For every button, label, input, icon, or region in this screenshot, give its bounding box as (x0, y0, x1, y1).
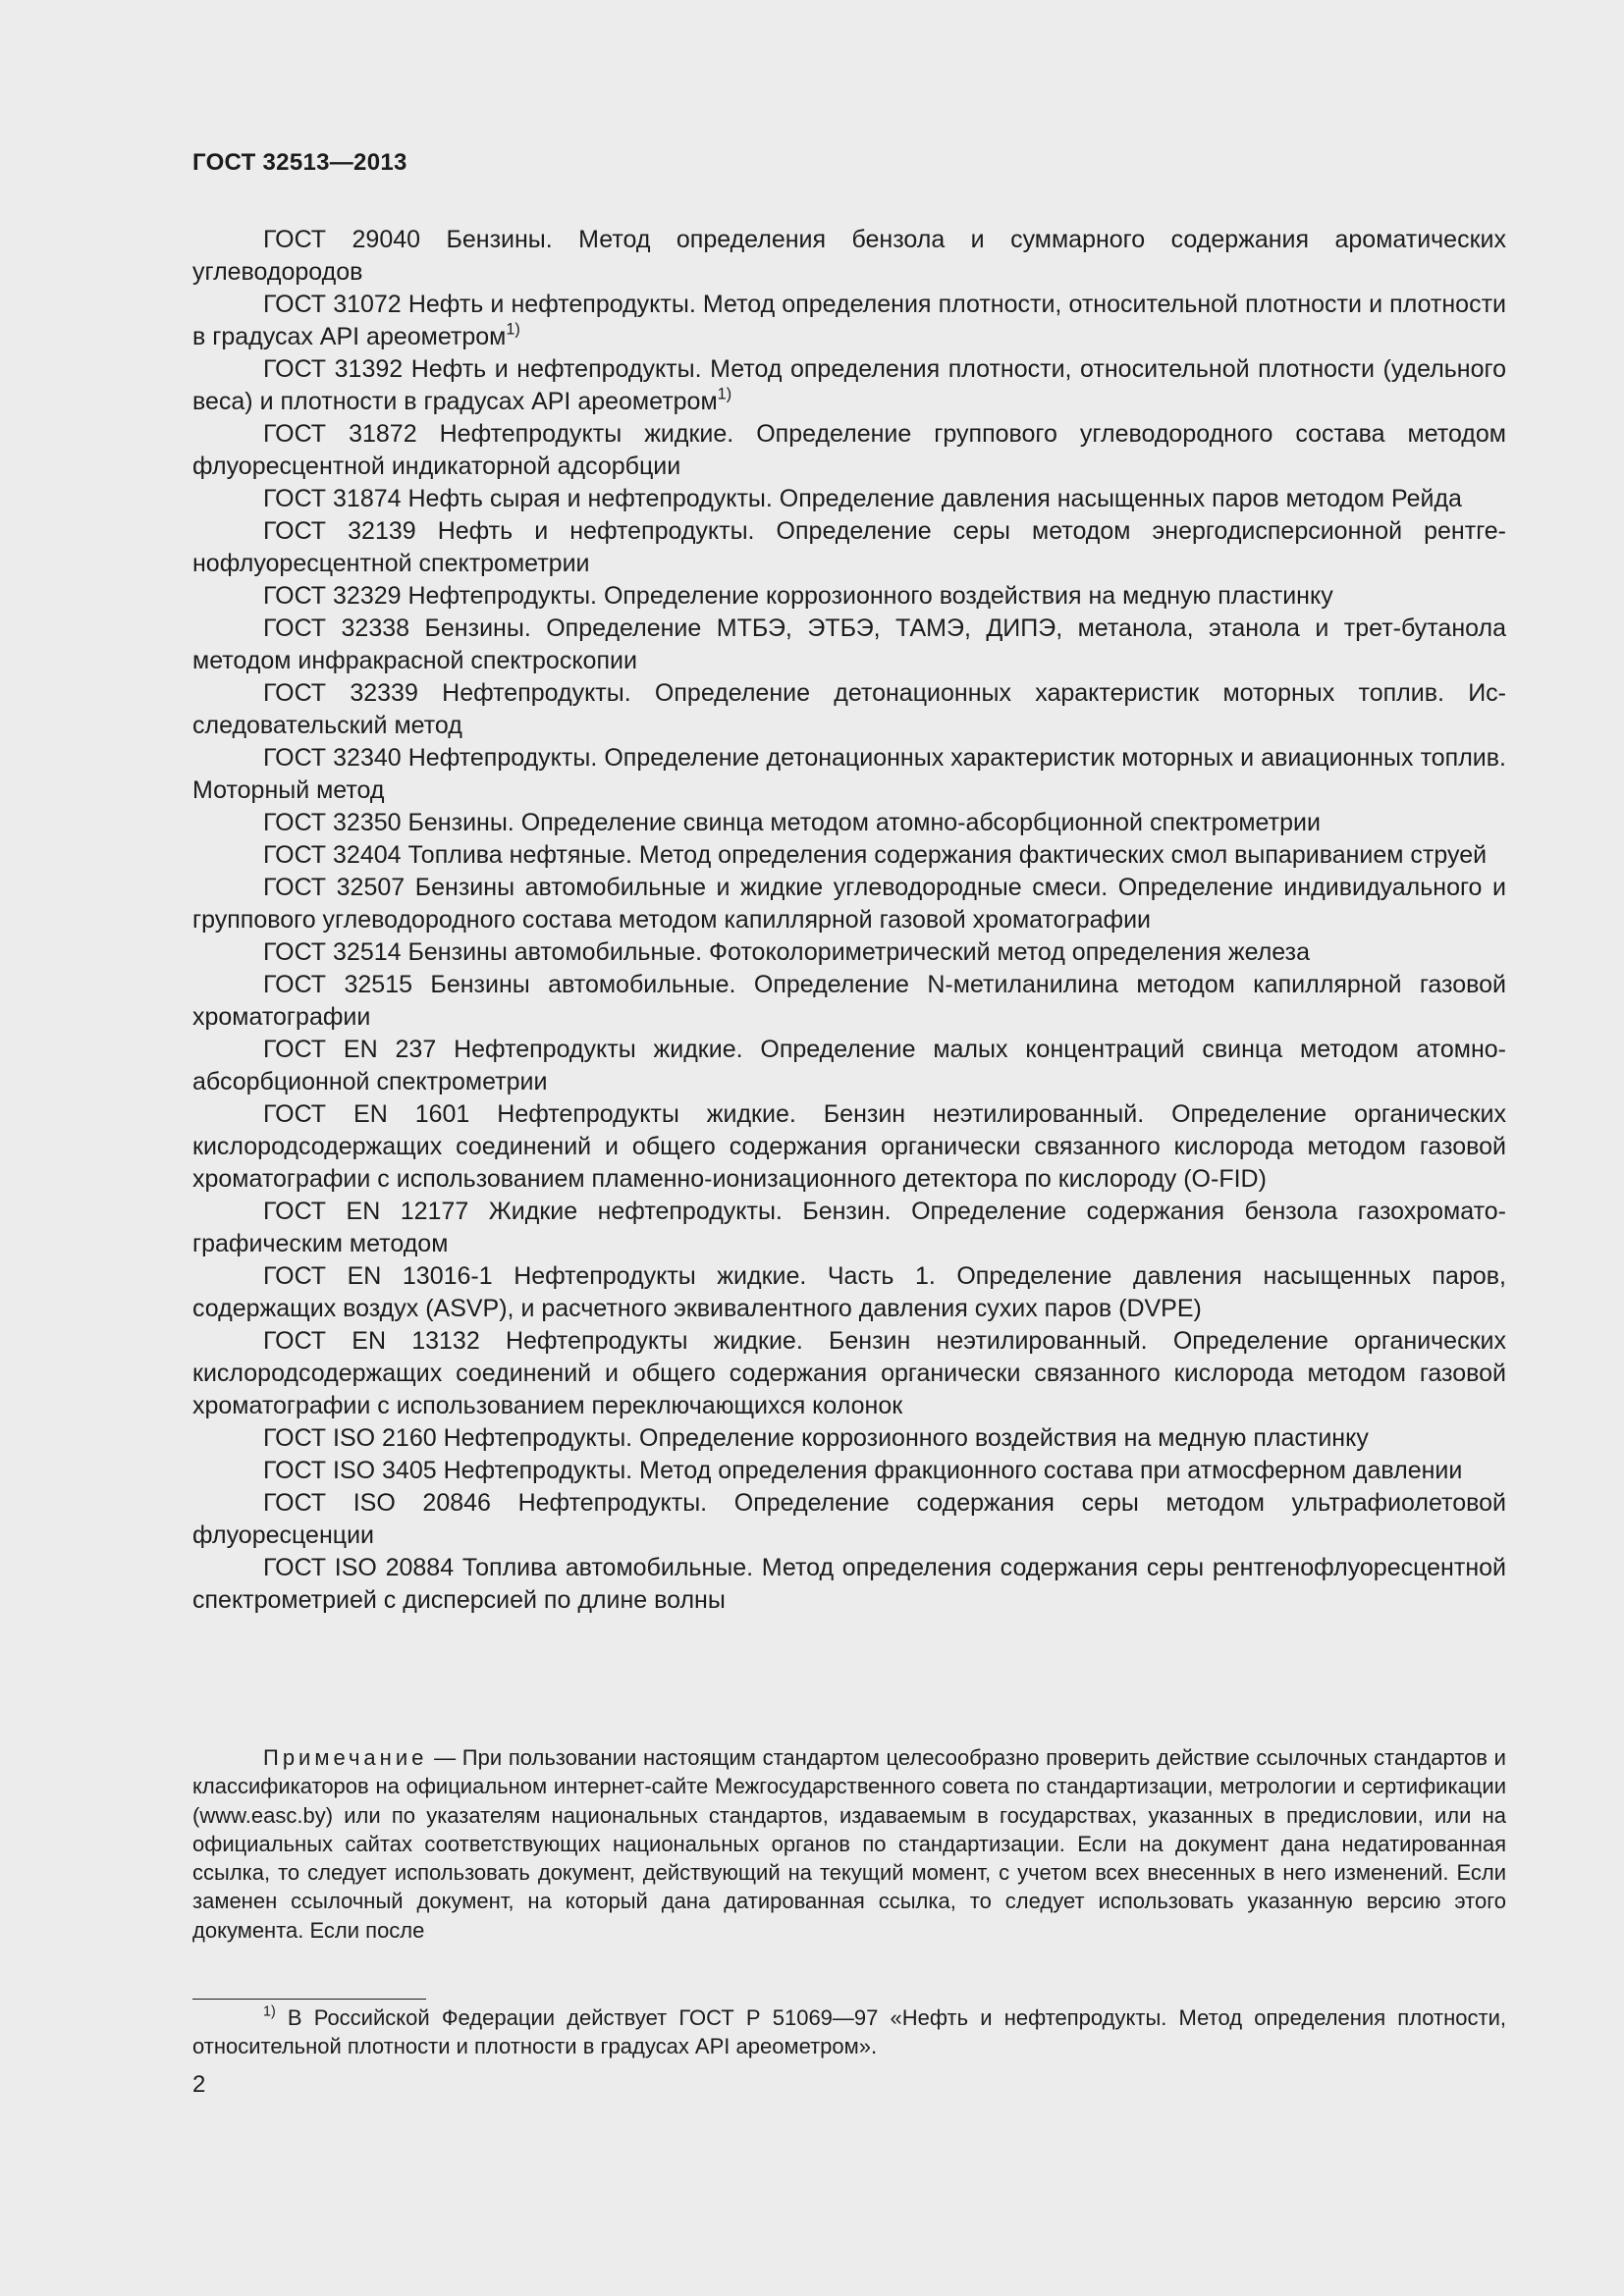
reference-text: ГОСТ ISO 20884 Топлива автомобильные. Метод определения содержания серы рентгенофлуоресцентной спектрометрией с дисперсией по длине волны (192, 1554, 1506, 1614)
reference-item (192, 1422, 1506, 1455)
reference-item (192, 1455, 1506, 1487)
reference-text: ГОСТ EN 1601 Нефтепродукты жидкие. Бензин неэтилированный. Определение органических кислородсодержащих соединений и общего содержания органически связанного кислорода методом газовой хроматографии с использованием пламенно-ионизационного детектора по кислороду (O-FID) (192, 1100, 1506, 1193)
reference-item (192, 839, 1506, 872)
reference-item (192, 807, 1506, 839)
reference-text: ГОСТ EN 237 Нефтепродукты жидкие. Определение малых концентраций свинца методом атомно-абсорбционной спектрометрии (192, 1036, 1506, 1095)
reference-text: ГОСТ 32339 Нефтепродукты. Определение детонационных характеристик моторных топлив. Исследовательский метод (192, 679, 1506, 739)
normative-references-list (192, 224, 1506, 1617)
reference-text: ГОСТ 32338 Бензины. Определение МТБЭ, ЭТБЭ, ТАМЭ, ДИПЭ, метанола, этанола и трет-бутанола методом инфракрасной спектроскопии (192, 614, 1506, 674)
reference-text: ГОСТ EN 13132 Нефтепродукты жидкие. Бензин неэтилированный. Определение органических кислородсодержащих соединений и общего содержания органически связанного кислорода методом газовой хроматографии с использованием переключающихся колонок (192, 1327, 1506, 1419)
reference-text: ГОСТ 32404 Топлива нефтяные. Метод определения содержания фактических смол выпариванием струей (263, 841, 1488, 869)
reference-text: ГОСТ ISO 20846 Нефтепродукты. Определение содержания серы методом ультрафиолетовой флуоресценции (192, 1489, 1506, 1549)
reference-item (192, 353, 1506, 418)
reference-item (192, 418, 1506, 483)
note-label: Примечание (263, 1745, 428, 1770)
reference-text: ГОСТ 31392 Нефть и нефтепродукты. Метод определения плотности, относительной плотности (удельного веса) и плотности в градусах API ареометром (192, 355, 1506, 415)
reference-text: ГОСТ 31072 Нефть и нефтепродукты. Метод определения плотности, относительной плотности и плотности в градусах API ареометром (192, 291, 1506, 350)
reference-text: ГОСТ 32515 Бензины автомобильные. Определение N-метиланилина методом капиллярной газовой хроматографии (192, 971, 1506, 1031)
reference-text: ГОСТ ISO 2160 Нефтепродукты. Определение коррозионного воздействия на медную пластинку (263, 1424, 1369, 1452)
reference-item (192, 936, 1506, 969)
reference-item (192, 872, 1506, 936)
note-paragraph (192, 1743, 1506, 1945)
reference-item (192, 580, 1506, 613)
reference-text: ГОСТ ISO 3405 Нефтепродукты. Метод определения фракционного состава при атмосферном давлении (263, 1457, 1463, 1484)
reference-item (192, 1260, 1506, 1325)
reference-text: ГОСТ 32514 Бензины автомобильные. Фотоколориметрический метод определения железа (263, 938, 1311, 966)
page-header: ГОСТ 32513—2013 (192, 149, 407, 176)
reference-text: ГОСТ 32350 Бензины. Определение свинца методом атомно-абсорбционной спектрометрии (263, 809, 1321, 836)
reference-item (192, 969, 1506, 1034)
page-number: 2 (192, 2071, 206, 2098)
reference-text: ГОСТ 32139 Нефть и нефтепродукты. Определение серы методом энергодисперсионной рентгенофлуоресцентной спектрометрии (192, 517, 1506, 577)
reference-item (192, 613, 1506, 677)
reference-item (192, 1325, 1506, 1422)
reference-item (192, 224, 1506, 289)
reference-item (192, 483, 1506, 515)
footnote-text: В Российской Федерации действует ГОСТ Р 51069—97 «Нефть и нефтепродукты. Метод определения плотности, относительной плотности и плотности в градусах API ареометром». (192, 2005, 1506, 2058)
footnote-marker: 1) (717, 385, 732, 403)
reference-item (192, 1487, 1506, 1552)
reference-item (192, 289, 1506, 353)
reference-item (192, 1098, 1506, 1196)
reference-item (192, 1034, 1506, 1098)
reference-item (192, 677, 1506, 742)
footnote-marker: 1) (263, 2003, 276, 2020)
reference-text: ГОСТ 29040 Бензины. Метод определения бензола и суммарного содержания ароматических углеводородов (192, 226, 1506, 286)
note-dash: — (434, 1745, 457, 1770)
reference-item (192, 1552, 1506, 1617)
reference-text: ГОСТ EN 12177 Жидкие нефтепродукты. Бензин. Определение содержания бензола газохроматографическим методом (192, 1198, 1506, 1257)
reference-item (192, 742, 1506, 807)
footnote-separator (192, 1999, 426, 2000)
reference-item (192, 515, 1506, 580)
note-text: При пользовании настоящим стандартом целесообразно проверить действие ссылочных стандартов и классификаторов на официальном интернет-сайте Межгосударственного совета по стандартизации, метрологии и сертификации (www.easc.by) или по указателям национальных стандартов, издаваемым в государствах, указанных в предисловии, или на официальных сайтах соответствующих национальных органов по стандартизации. Если на документ дана недатированная ссылка, то следует использовать документ, действующий на текущий момент, с учетом всех внесенных в него изменений. Если заменен ссылочный документ, на который дана датированная ссылка, то следует использовать указанную версию этого документа. Если после (192, 1745, 1506, 1943)
reference-item (192, 1196, 1506, 1260)
reference-text: ГОСТ 31874 Нефть сырая и нефтепродукты. Определение давления насыщенных паров методом Рейда (263, 485, 1462, 512)
reference-text: ГОСТ EN 13016-1 Нефтепродукты жидкие. Часть 1. Определение давления насыщенных паров, содержащих воздух (ASVP), и расчетного эквивалентного давления сухих паров (DVPE) (192, 1262, 1506, 1322)
reference-text: ГОСТ 32507 Бензины автомобильные и жидкие углеводородные смеси. Определение индивидуального и группового углеводородного состава методом капиллярной газовой хроматографии (192, 874, 1506, 934)
reference-text: ГОСТ 32329 Нефтепродукты. Определение коррозионного воздействия на медную пластинку (263, 582, 1333, 610)
footnote-marker: 1) (506, 320, 520, 339)
reference-text: ГОСТ 31872 Нефтепродукты жидкие. Определение группового углеводородного состава методом флуоресцентной индикаторной адсорбции (192, 420, 1506, 480)
reference-text: ГОСТ 32340 Нефтепродукты. Определение детонационных характеристик моторных и авиационных топлив. Моторный метод (192, 744, 1506, 804)
footnote (192, 2003, 1506, 2060)
